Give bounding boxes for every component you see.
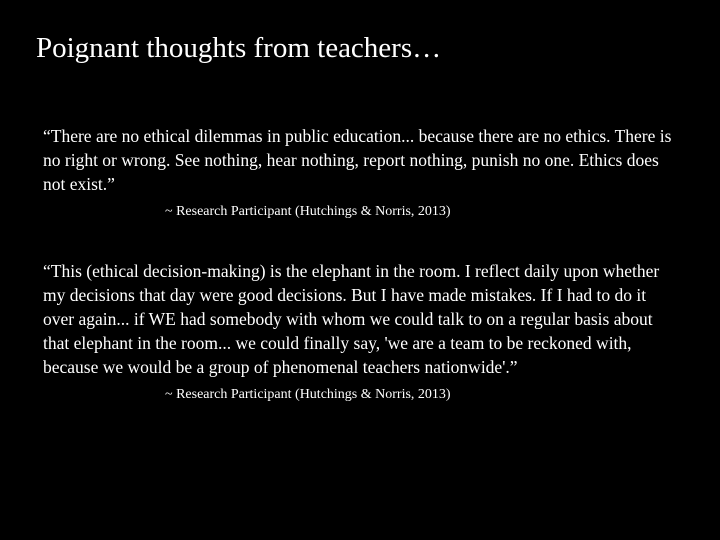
quote-block-2 xyxy=(43,259,673,405)
quote-block-1 xyxy=(43,124,673,222)
quote-text-2: “This (ethical decision-making) is the elephant in the room. I reflect daily upon whether my decisions that day were good decisions. But I have made mistakes. If I had to do it over again... if WE had somebody with whom we could talk to on a regular basis about that elephant in the room... we could finally say, 'we are a team to be reckoned with, because we would be a group of phenomenal teachers nationwide'.” xyxy=(43,261,660,377)
quote-text-1: “There are no ethical dilemmas in public education... because there are no ethics. There is no right or wrong. See nothing, hear nothing, report nothing, punish no one. Ethics does not exist.” xyxy=(43,126,672,194)
quote-citation-1: ~ Research Participant (Hutchings & Norris, 2013) xyxy=(165,204,451,219)
slide-title: Poignant thoughts from teachers… xyxy=(36,32,442,64)
quote-citation-2: ~ Research Participant (Hutchings & Norris, 2013) xyxy=(165,387,451,402)
